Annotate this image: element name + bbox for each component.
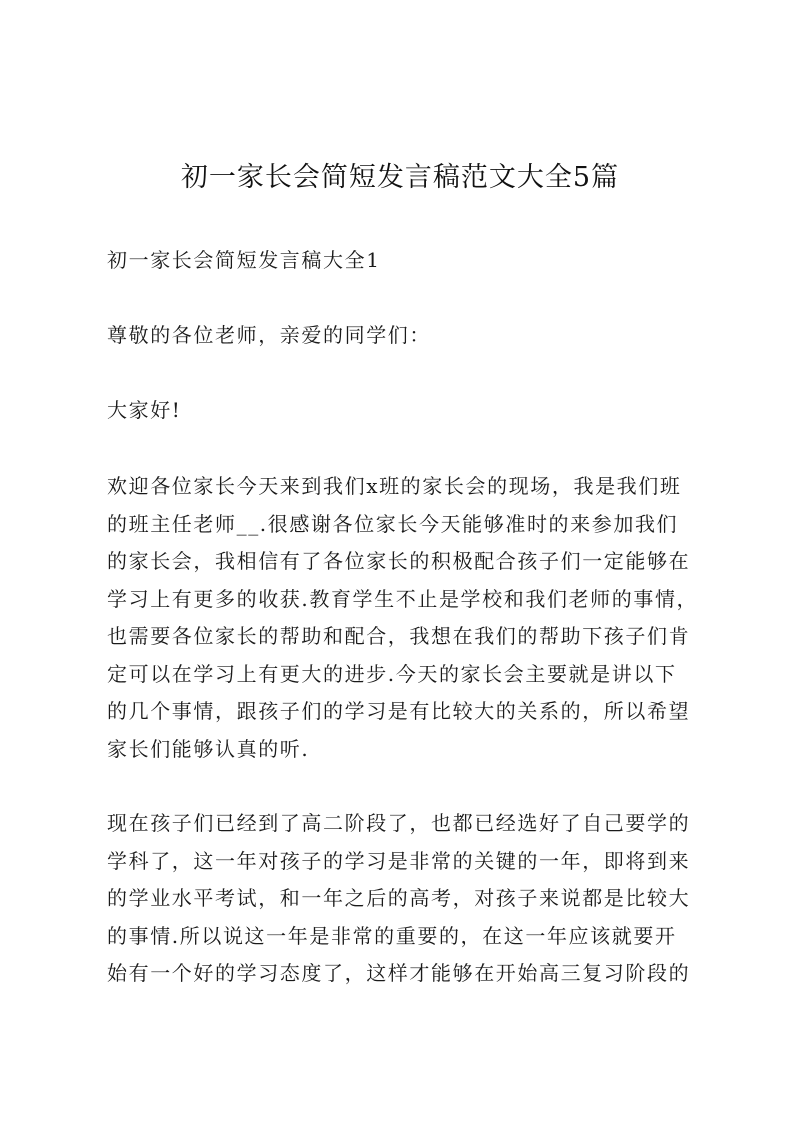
paragraph-line: 定可以在学习上有更大的进步.今天的家长会主要就是讲以下 [107, 661, 677, 686]
paragraph-line: 的几个事情，跟孩子们的学习是有比较大的关系的，所以希望 [107, 699, 691, 723]
paragraph-1 [107, 468, 707, 768]
paragraph-line: 家长们能够认真的听. [107, 736, 310, 761]
paragraph-line: 欢迎各位家长今天来到我们x班的家长会的现场，我是我们班 [107, 474, 682, 498]
paragraph-line: 的事情.所以说这一年是非常的重要的，在这一年应该就要开 [107, 923, 677, 948]
greeting: 大家好! [107, 398, 182, 422]
paragraph-line: 的家长会，我相信有了各位家长的积极配合孩子们一定能够在 [107, 549, 691, 573]
paragraph-line: 的班主任老师__.很感谢各位家长今天能够准时的来参加我们 [107, 511, 679, 536]
document-title: 初一家长会简短发言稿范文大全5篇 [180, 162, 620, 193]
salutation: 尊敬的各位老师，亲爱的同学们： [107, 323, 431, 347]
paragraph-line: 始有一个好的学习态度了，这样才能够在开始高三复习阶段的 [107, 961, 691, 985]
paragraph-line: 学科了，这一年对孩子的学习是非常的关键的一年，即将到来 [107, 848, 691, 873]
paragraph-line: 也需要各位家长的帮助和配合，我想在我们的帮助下孩子们肯 [107, 624, 691, 648]
paragraph-line: 学习上有更多的收获.教育学生不止是学校和我们老师的事情， [107, 586, 699, 611]
paragraph-line: 现在孩子们已经到了高二阶段了，也都已经选好了自己要学的 [107, 811, 691, 835]
paragraph-line: 的学业水平考试，和一年之后的高考，对孩子来说都是比较大 [107, 886, 691, 910]
paragraph-2 [107, 805, 707, 993]
section-heading: 初一家长会简短发言稿大全1 [107, 248, 381, 272]
